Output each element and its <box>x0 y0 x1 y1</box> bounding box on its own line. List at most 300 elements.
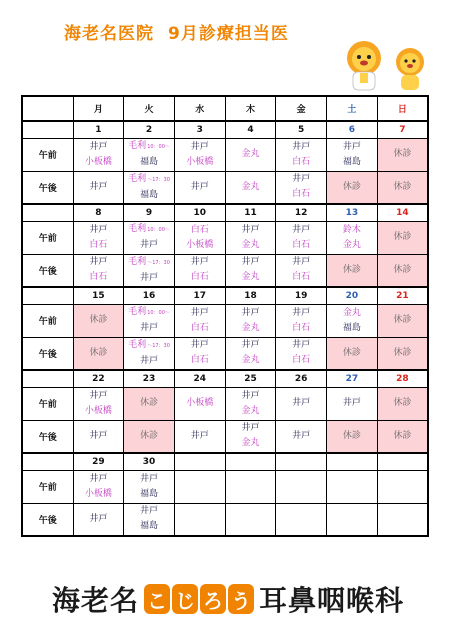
doctor-name: 井戸 <box>292 174 311 185</box>
doctor-name: 金丸 <box>241 438 260 449</box>
doctor-name: 金丸 <box>241 322 260 333</box>
doctor-name-line <box>74 313 124 328</box>
doctor-cell <box>225 138 276 171</box>
doctor-name-line <box>327 396 377 411</box>
doctor-name: 白石 <box>190 224 209 235</box>
doctor-cell <box>73 503 124 536</box>
doctor-name-line <box>124 519 174 534</box>
doctor-name-line <box>175 429 225 444</box>
doctor-cell <box>124 304 175 337</box>
doctor-cell <box>73 470 124 503</box>
doctor-name: 毛利 <box>128 339 147 350</box>
doctor-cell <box>276 337 327 370</box>
doctor-cell <box>377 503 428 536</box>
weekday-header: 土 <box>327 96 378 121</box>
doctor-name: 井戸 <box>241 390 260 401</box>
session-label: 午前 <box>22 304 73 337</box>
doctor-name: 金丸 <box>241 272 260 283</box>
session-label: 午後 <box>22 503 73 536</box>
closed-cell <box>377 171 428 204</box>
doctor-cell <box>225 503 276 536</box>
doctor-name: 井戸 <box>140 506 159 517</box>
doctor-cell <box>124 221 175 254</box>
date-cell: 4 <box>225 121 276 138</box>
date-cell: 15 <box>73 287 124 304</box>
brand-char: う <box>228 584 254 614</box>
date-cell: 13 <box>327 204 378 221</box>
date-cell: 21 <box>377 287 428 304</box>
doctor-cell <box>124 171 175 204</box>
weekday-header: 火 <box>124 96 175 121</box>
footer-clinic-name <box>20 575 436 623</box>
date-cell: 7 <box>377 121 428 138</box>
hours-note: ～17：30 <box>147 259 170 266</box>
date-cell <box>174 453 225 470</box>
afternoon-row <box>22 503 428 536</box>
brand-char: こ <box>144 584 170 614</box>
closed-cell <box>377 387 428 420</box>
doctor-name-line <box>276 306 326 321</box>
weekday-header: 金 <box>276 96 327 121</box>
doctor-name: 福島 <box>140 488 159 499</box>
session-label: 午後 <box>22 254 73 287</box>
morning-row <box>22 138 428 171</box>
closed-cell <box>377 254 428 287</box>
doctor-name-line <box>327 238 377 253</box>
doctor-name-line <box>226 270 276 285</box>
date-row <box>22 453 428 470</box>
doctor-name: 井戸 <box>241 257 260 268</box>
date-cell: 2 <box>124 121 175 138</box>
doctor-name: 金丸 <box>241 181 260 192</box>
doctor-name-line <box>124 321 174 336</box>
date-cell: 9 <box>124 204 175 221</box>
doctor-cell <box>174 387 225 420</box>
doctor-name: 井戸 <box>89 257 108 268</box>
hours-note: ～17：30 <box>147 176 170 183</box>
doctor-name: 井戸 <box>89 224 108 235</box>
closed-cell <box>377 138 428 171</box>
doctor-name-line <box>74 487 124 502</box>
schedule-table <box>21 95 429 537</box>
doctor-cell <box>124 254 175 287</box>
doctor-name: 小板橋 <box>186 239 214 250</box>
doctor-name: 鈴木 <box>342 224 361 235</box>
footer-suffix: 耳鼻咽喉科 <box>259 584 405 617</box>
closed-label: 休診 <box>393 149 412 159</box>
closed-cell <box>124 387 175 420</box>
closed-cell <box>327 420 378 453</box>
doctor-name-line <box>124 271 174 286</box>
doctor-name-line <box>226 306 276 321</box>
doctor-name: 小板橋 <box>186 156 214 167</box>
doctor-name-line <box>276 187 326 202</box>
doctor-name: 井戸 <box>89 513 108 524</box>
doctor-name-line <box>74 238 124 253</box>
date-cell <box>327 453 378 470</box>
closed-cell <box>377 304 428 337</box>
doctor-cell <box>276 138 327 171</box>
closed-label: 休診 <box>140 398 159 408</box>
doctor-name: 井戸 <box>190 430 209 441</box>
doctor-name-line <box>327 223 377 238</box>
doctor-name-line <box>175 306 225 321</box>
doctor-cell <box>327 503 378 536</box>
doctor-name-line <box>226 338 276 353</box>
doctor-name: 福島 <box>342 322 361 333</box>
doctor-name: 井戸 <box>89 430 108 441</box>
doctor-name-line <box>276 338 326 353</box>
doctor-name-line <box>74 429 124 444</box>
doctor-name-line <box>327 321 377 336</box>
doctor-name: 井戸 <box>241 340 260 351</box>
doctor-cell <box>276 304 327 337</box>
doctor-name-line <box>74 270 124 285</box>
doctor-name: 井戸 <box>241 307 260 318</box>
doctor-name-line <box>74 404 124 419</box>
doctor-name: 毛利 <box>128 256 147 267</box>
doctor-name: 毛利 <box>128 141 147 151</box>
doctor-name-line <box>124 429 174 444</box>
closed-label: 休診 <box>393 264 412 275</box>
closed-cell <box>124 420 175 453</box>
doctor-name: 毛利 <box>128 224 147 234</box>
date-cell: 20 <box>327 287 378 304</box>
doctor-cell <box>124 138 175 171</box>
doctor-cell <box>276 420 327 453</box>
doctor-name-line <box>175 238 225 253</box>
doctor-name-line <box>276 155 326 170</box>
doctor-name-line <box>124 396 174 411</box>
doctor-name-line <box>378 230 427 245</box>
doctor-name-line <box>226 180 276 195</box>
morning-row <box>22 304 428 337</box>
afternoon-row <box>22 420 428 453</box>
closed-label: 休診 <box>393 315 412 325</box>
doctor-name: 白石 <box>292 355 311 366</box>
doctor-name-line <box>124 172 174 188</box>
doctor-name: 白石 <box>89 272 108 283</box>
doctor-name-line <box>226 223 276 238</box>
date-row-label <box>22 121 73 138</box>
doctor-name: 金丸 <box>241 405 260 416</box>
date-row <box>22 204 428 221</box>
doctor-cell <box>174 337 225 370</box>
date-cell: 22 <box>73 370 124 387</box>
doctor-cell <box>124 337 175 370</box>
date-cell: 14 <box>377 204 428 221</box>
date-cell: 10 <box>174 204 225 221</box>
doctor-cell <box>225 387 276 420</box>
doctor-cell <box>276 254 327 287</box>
doctor-name-line <box>74 346 124 361</box>
brand-char: じ <box>172 584 198 614</box>
doctor-name: 井戸 <box>292 141 311 152</box>
closed-label: 休診 <box>393 398 412 408</box>
doctor-name-line <box>327 263 377 278</box>
doctor-name-line <box>74 223 124 238</box>
doctor-name-line <box>124 354 174 369</box>
doctor-name: 井戸 <box>140 272 159 283</box>
doctor-name-line <box>276 270 326 285</box>
doctor-name-line <box>175 140 225 155</box>
doctor-name: 金丸 <box>241 239 260 250</box>
doctor-cell <box>276 387 327 420</box>
doctor-name-line <box>276 238 326 253</box>
doctor-cell <box>73 138 124 171</box>
doctor-cell <box>225 304 276 337</box>
doctor-name-line <box>276 140 326 155</box>
doctor-cell <box>276 221 327 254</box>
doctor-name: 井戸 <box>241 423 260 434</box>
doctor-name-line <box>276 353 326 368</box>
doctor-name-line <box>378 180 427 195</box>
closed-label: 休診 <box>89 315 108 325</box>
doctor-cell <box>174 221 225 254</box>
doctor-name: 井戸 <box>190 257 209 268</box>
date-row <box>22 121 428 138</box>
doctor-name: 井戸 <box>190 340 209 351</box>
doctor-name-line <box>175 321 225 336</box>
hours-note: ～17：30 <box>147 342 170 349</box>
doctor-name: 白石 <box>190 272 209 283</box>
date-cell: 29 <box>73 453 124 470</box>
weekday-header: 水 <box>174 96 225 121</box>
doctor-name-line <box>175 180 225 195</box>
doctor-name-line <box>226 389 276 404</box>
doctor-name-line <box>226 421 276 436</box>
closed-label: 休診 <box>89 347 108 358</box>
doctor-name-line <box>276 321 326 336</box>
doctor-cell <box>174 171 225 204</box>
session-label: 午前 <box>22 387 73 420</box>
doctor-name-line <box>124 188 174 203</box>
footer-prefix: 海老名 <box>51 584 139 617</box>
doctor-name: 福島 <box>342 156 361 167</box>
closed-label: 休診 <box>393 347 412 358</box>
afternoon-row <box>22 337 428 370</box>
doctor-name-line <box>74 255 124 270</box>
doctor-name: 白石 <box>190 322 209 333</box>
date-cell: 27 <box>327 370 378 387</box>
doctor-name-line <box>124 487 174 502</box>
doctor-name: 井戸 <box>241 224 260 235</box>
doctor-name-line <box>124 238 174 253</box>
date-cell: 17 <box>174 287 225 304</box>
page-title <box>64 19 289 44</box>
session-label: 午前 <box>22 221 73 254</box>
doctor-name: 毛利 <box>128 173 147 184</box>
doctor-name-line <box>378 313 427 328</box>
doctor-name: 井戸 <box>292 307 311 318</box>
doctor-name: 小板橋 <box>84 488 112 499</box>
doctor-name: 福島 <box>140 521 159 532</box>
doctor-name: 福島 <box>140 157 159 167</box>
doctor-name-line <box>226 255 276 270</box>
doctor-name-line <box>378 396 427 411</box>
doctor-name-line <box>175 338 225 353</box>
doctor-name: 井戸 <box>140 240 159 250</box>
doctor-name-line <box>276 255 326 270</box>
schedule-title: 9月診療担当医 <box>168 24 289 44</box>
doctor-name-line <box>124 338 174 354</box>
doctor-cell <box>327 470 378 503</box>
doctor-name: 井戸 <box>140 355 159 366</box>
doctor-cell <box>327 138 378 171</box>
doctor-cell <box>327 221 378 254</box>
doctor-cell <box>327 387 378 420</box>
doctor-cell <box>174 138 225 171</box>
doctor-cell <box>225 420 276 453</box>
doctor-name: 井戸 <box>140 473 159 484</box>
doctor-name-line <box>378 429 427 444</box>
doctor-name-line <box>74 472 124 487</box>
doctor-name: 小板橋 <box>84 156 112 167</box>
doctor-name-line <box>175 155 225 170</box>
closed-label: 休診 <box>393 430 412 441</box>
doctor-name: 白石 <box>292 239 311 250</box>
doctor-cell <box>73 254 124 287</box>
doctor-name: 井戸 <box>89 473 108 484</box>
closed-cell <box>377 420 428 453</box>
doctor-name: 金丸 <box>342 239 361 250</box>
doctor-name: 白石 <box>292 189 311 200</box>
doctor-name: 井戸 <box>292 257 311 268</box>
hours-note: 10：00～ <box>147 144 170 150</box>
date-cell: 11 <box>225 204 276 221</box>
closed-label: 休診 <box>342 181 361 192</box>
doctor-cell <box>225 171 276 204</box>
doctor-name: 白石 <box>292 156 311 167</box>
doctor-name-line <box>378 346 427 361</box>
corner-cell <box>22 96 73 121</box>
doctor-name: 金丸 <box>342 307 361 318</box>
date-cell: 30 <box>124 453 175 470</box>
doctor-name-line <box>327 346 377 361</box>
doctor-name-line <box>276 223 326 238</box>
date-cell: 3 <box>174 121 225 138</box>
weekday-header: 木 <box>225 96 276 121</box>
date-row-label <box>22 287 73 304</box>
doctor-name-line <box>175 353 225 368</box>
doctor-cell <box>73 221 124 254</box>
weekday-header: 月 <box>73 96 124 121</box>
doctor-name-line <box>74 512 124 527</box>
doctor-cell <box>225 221 276 254</box>
doctor-name-line <box>226 436 276 451</box>
doctor-name-line <box>124 222 174 238</box>
doctor-name-line <box>175 223 225 238</box>
doctor-name-line <box>276 396 326 411</box>
date-cell: 26 <box>276 370 327 387</box>
doctor-name-line <box>124 155 174 170</box>
date-row <box>22 370 428 387</box>
doctor-cell <box>174 254 225 287</box>
doctor-name: 井戸 <box>342 141 361 152</box>
doctor-name: 井戸 <box>190 141 209 152</box>
date-cell <box>225 453 276 470</box>
doctor-cell <box>124 503 175 536</box>
closed-cell <box>327 337 378 370</box>
date-row-label <box>22 370 73 387</box>
doctor-name-line <box>327 180 377 195</box>
doctor-name: 井戸 <box>190 181 209 192</box>
doctor-name-line <box>327 306 377 321</box>
doctor-name: 金丸 <box>241 149 260 159</box>
doctor-name-line <box>378 263 427 278</box>
doctor-name: 井戸 <box>292 224 311 235</box>
closed-cell <box>377 337 428 370</box>
doctor-name: 井戸 <box>190 307 209 318</box>
closed-cell <box>73 337 124 370</box>
date-cell: 16 <box>124 287 175 304</box>
doctor-name-line <box>226 147 276 162</box>
doctor-name-line <box>276 429 326 444</box>
doctor-name: 井戸 <box>140 323 159 333</box>
date-cell: 18 <box>225 287 276 304</box>
doctor-name: 井戸 <box>292 398 311 408</box>
lion-mascot-large-icon <box>347 41 381 90</box>
date-row <box>22 287 428 304</box>
closed-label: 休診 <box>393 181 412 192</box>
doctor-cell <box>377 470 428 503</box>
doctor-name: 毛利 <box>128 307 147 317</box>
closed-label: 休診 <box>342 430 361 441</box>
date-cell: 5 <box>276 121 327 138</box>
doctor-name-line <box>124 255 174 271</box>
doctor-name-line <box>327 155 377 170</box>
date-row-label <box>22 204 73 221</box>
closed-label: 休診 <box>342 264 361 275</box>
date-cell <box>276 453 327 470</box>
doctor-cell <box>225 470 276 503</box>
date-cell: 12 <box>276 204 327 221</box>
date-row-label <box>22 453 73 470</box>
doctor-name: 白石 <box>190 355 209 366</box>
doctor-cell <box>225 254 276 287</box>
closed-cell <box>73 304 124 337</box>
doctor-name-line <box>276 172 326 187</box>
doctor-name-line <box>124 305 174 321</box>
closed-label: 休診 <box>393 232 412 242</box>
brand-char: ろ <box>200 584 226 614</box>
doctor-name-line <box>124 504 174 519</box>
doctor-name-line <box>327 429 377 444</box>
doctor-name-line <box>226 353 276 368</box>
date-cell: 25 <box>225 370 276 387</box>
doctor-name: 井戸 <box>89 141 108 152</box>
doctor-name-line <box>74 155 124 170</box>
doctor-cell <box>276 470 327 503</box>
lion-mascot-small-icon <box>396 48 424 90</box>
lion-mascots-illustration <box>336 40 436 92</box>
closed-label: 休診 <box>342 347 361 358</box>
doctor-name: 白石 <box>89 239 108 250</box>
date-cell: 23 <box>124 370 175 387</box>
doctor-cell <box>174 304 225 337</box>
session-label: 午前 <box>22 138 73 171</box>
doctor-cell <box>276 171 327 204</box>
doctor-name-line <box>74 140 124 155</box>
doctor-cell <box>124 470 175 503</box>
doctor-name-line <box>226 238 276 253</box>
doctor-cell <box>276 503 327 536</box>
doctor-cell <box>174 470 225 503</box>
clinic-name: 海老名医院 <box>64 24 154 44</box>
weekday-header-row <box>22 96 428 121</box>
date-cell: 8 <box>73 204 124 221</box>
doctor-name-line <box>74 389 124 404</box>
